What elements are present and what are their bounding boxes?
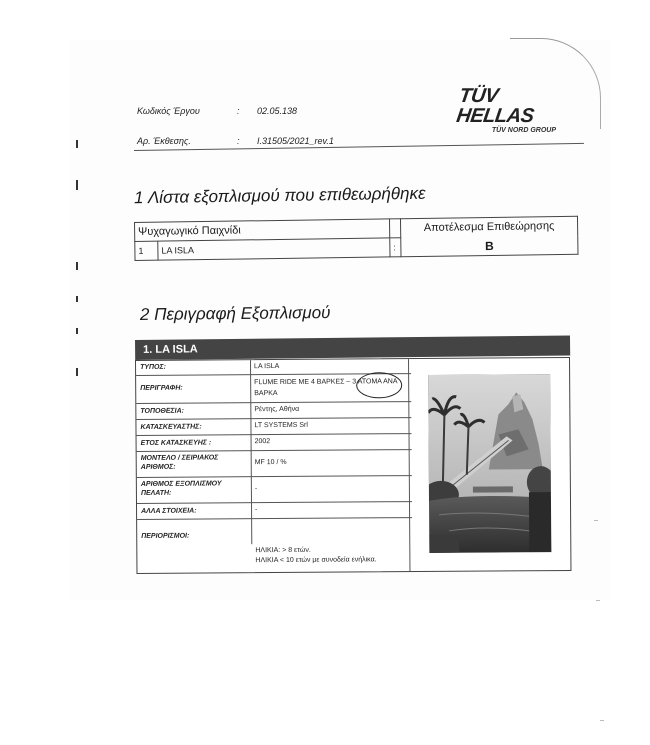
field-value: LT SYSTEMS Srl — [254, 421, 308, 430]
row-equipment-name: LA ISLA — [158, 238, 390, 260]
scan-mark — [76, 328, 78, 334]
equipment-photo — [428, 374, 551, 553]
field-value: - — [254, 485, 258, 493]
field-label: ΜΟΝΤΕΛΟ / ΣΕΙΡΙΑΚΟΣ ΑΡΙΘΜΟΣ: — [140, 454, 219, 471]
separator: : — [237, 136, 240, 146]
field-value: - — [255, 506, 258, 514]
scan-mark — [76, 140, 78, 148]
report-number-value: I.31505/2021_rev.1 — [257, 136, 334, 146]
field-value: Ρέντης, Αθήνα — [254, 405, 300, 414]
field-value: LA ISLA — [254, 362, 280, 371]
col-result-header: Αποτέλεσμα Επιθεώρησης — [400, 216, 577, 237]
equipment-header-bar: 1. LA ISLA — [135, 335, 570, 360]
equipment-list-table — [134, 216, 579, 261]
row-result: B — [401, 235, 578, 256]
field-label: ΠΕΡΙΓΡΑΦΗ: — [140, 384, 183, 392]
field-value: 2002 — [254, 438, 271, 446]
row-number: 1 — [135, 241, 158, 260]
project-code-label: Κωδικός Έργου — [137, 106, 200, 116]
scan-speck — [596, 600, 600, 601]
scan-mark — [76, 262, 78, 270]
field-value: FLUME RIDE ME 4 ΒΑΡΚΕΣ – 3 ΑΤΟΜΑ ΑΝΑ ΒΑΡΚΑ — [254, 378, 398, 398]
logo-subtext: TÜV NORD GROUP — [491, 127, 556, 134]
field-row — [137, 449, 412, 478]
field-row — [137, 517, 412, 573]
field-value: MF 10 / % — [254, 458, 287, 467]
section2-title: 2 Περιγραφή Εξοπλισμού — [139, 303, 331, 324]
section1-title: 1 Λίστα εξοπλισμού που επιθεωρήθηκε — [133, 183, 426, 208]
report-number-label: Αρ. Έκθεσης. — [137, 136, 191, 146]
field-label: ΤΟΠΟΘΕΣΙΑ: — [140, 407, 185, 415]
scan-mark — [76, 368, 78, 376]
field-label: ΠΕΡΙΟΡΙΣΜΟΙ: — [141, 532, 190, 540]
field-label: ΑΛΛΑ ΣΤΟΙΧΕΙΑ: — [141, 507, 197, 515]
logo-text: TÜV HELLAS — [455, 85, 536, 127]
project-code — [137, 106, 337, 118]
field-label: ΑΡΙΘΜΟΣ ΕΞΟΠΛΙΣΜΟΥ ΠΕΛΑΤΗ: — [140, 480, 222, 497]
photo-illustration — [428, 374, 551, 553]
tuv-hellas-logo — [455, 85, 570, 134]
row-separator: : — [390, 238, 401, 257]
field-label: ΤΥΠΟΣ: — [140, 363, 166, 371]
field-row — [137, 475, 412, 504]
field-label: ΚΑΤΑΣΚΕΥΑΣΤΗΣ: — [140, 423, 202, 431]
col-equipment-header: Ψυχαγωγικό Παιχνίδι — [135, 219, 390, 242]
header-spacer — [389, 219, 400, 238]
field-label: ΕΤΟΣ ΚΑΤΑΣΚΕΥΗΣ : — [140, 439, 212, 447]
scan-mark — [76, 296, 78, 302]
equipment-details-box — [135, 357, 571, 574]
field-value: ΗΛΙΚΙΑ: > 8 ετών. ΗΛΙΚΙΑ < 10 ετών με συνοδεία ενήλικα. — [255, 546, 377, 565]
scan-mark — [76, 180, 78, 190]
scan-speck — [594, 520, 598, 521]
separator: : — [237, 106, 240, 116]
project-code-value: 02.05.138 — [257, 106, 298, 116]
scan-speck — [600, 720, 604, 721]
